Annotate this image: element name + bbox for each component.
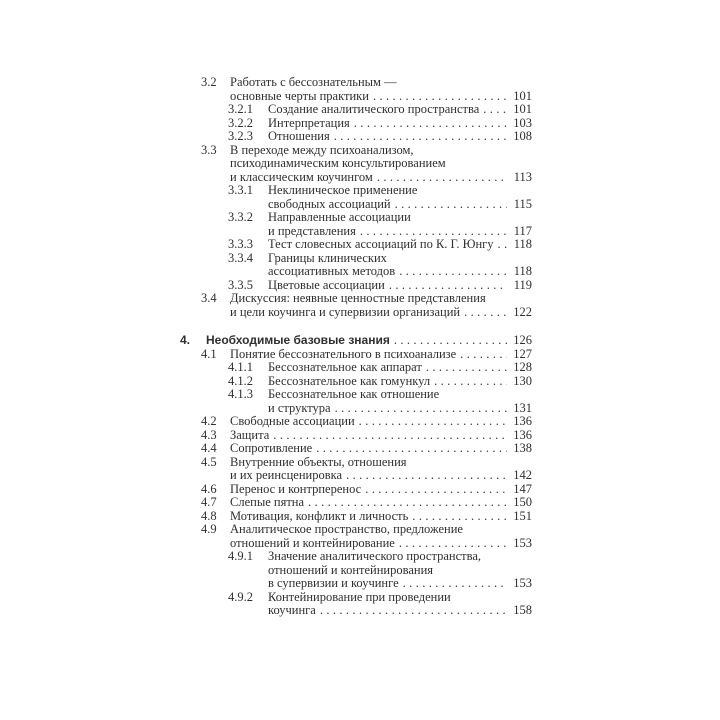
- dot-leader: [498, 238, 507, 252]
- entry-title: Создание аналитического пространства: [268, 102, 480, 116]
- entry-number: 3.3.2: [228, 210, 253, 224]
- dot-leader: [464, 306, 507, 320]
- entry-title: Мотивация, конфликт и личность: [230, 508, 409, 523]
- entry-title: Свободные ассоциации: [230, 414, 355, 428]
- entry-title: отношений и контейнирование: [230, 535, 395, 550]
- entry-title: Отношения: [268, 129, 330, 143]
- toc-line: [180, 550, 532, 564]
- toc-entry: [180, 252, 532, 279]
- entry-number: 3.2.1: [228, 102, 253, 116]
- dot-leader: [346, 469, 507, 483]
- toc-line: [180, 483, 532, 497]
- toc-line: [180, 198, 532, 212]
- entry-title: Бессознательное как гомункул: [268, 373, 431, 388]
- page-number: 118: [513, 237, 532, 251]
- toc-line: [180, 510, 532, 524]
- dot-leader: [320, 604, 507, 618]
- toc-entry: [180, 523, 532, 550]
- toc-line: [180, 402, 532, 416]
- entry-number: 3.3.3: [228, 237, 253, 251]
- dot-leader: [365, 483, 507, 497]
- entry-title: коучинга: [268, 603, 316, 617]
- toc-line: [180, 265, 532, 279]
- toc-entry: [180, 550, 532, 591]
- entry-title: отношений и контейнирования: [268, 562, 434, 577]
- dot-leader: [359, 415, 507, 429]
- page-number: 126: [513, 333, 532, 347]
- dot-leader: [395, 198, 507, 212]
- page-number: 101: [513, 102, 532, 116]
- toc-line: [180, 252, 532, 266]
- entry-number: 4.3: [201, 427, 217, 442]
- toc-entry: [180, 361, 532, 375]
- dot-leader: [434, 375, 507, 389]
- dot-leader: [399, 537, 507, 551]
- toc-entry: [180, 279, 532, 293]
- entry-title: Работать с бессознательным —: [230, 75, 397, 89]
- entry-title: Значение аналитического пространства,: [268, 549, 482, 563]
- entry-title: Перенос и контрперенос: [230, 481, 362, 496]
- entry-number: 4.1.3: [228, 387, 253, 401]
- page-number: 101: [513, 88, 532, 103]
- toc-entry: [180, 292, 532, 319]
- entry-number: 3.4: [201, 291, 217, 305]
- toc-entry: [180, 130, 532, 144]
- toc-line: [180, 238, 532, 252]
- toc-entry: [180, 348, 532, 362]
- toc-line: [180, 306, 532, 320]
- toc-line: [180, 361, 532, 375]
- entry-title: Направленные ассоциации: [268, 210, 411, 224]
- toc-entry: [180, 415, 532, 429]
- entry-title: основные черты практики: [230, 88, 369, 103]
- entry-title: в супервизии и коучинге: [268, 576, 399, 590]
- dot-leader: [335, 402, 507, 416]
- toc-line: [180, 348, 532, 362]
- table-of-contents: [180, 76, 532, 618]
- toc-line: [180, 591, 532, 605]
- entry-number: 3.2: [201, 75, 217, 89]
- toc-entry: [180, 591, 532, 618]
- page-number: 153: [513, 535, 532, 550]
- entry-number: 4.2: [201, 414, 217, 428]
- toc-entry: [180, 496, 532, 510]
- page-number: 103: [513, 115, 532, 130]
- page-number: 113: [513, 169, 532, 184]
- dot-leader: [460, 348, 507, 362]
- page-number: 150: [513, 495, 532, 509]
- toc-line: [180, 537, 532, 551]
- page-number: 136: [513, 414, 532, 428]
- entry-title: Аналитическое пространство, предложение: [230, 522, 463, 536]
- entry-title: Тест словесных ассоциаций по К. Г. Юнгу: [268, 237, 494, 251]
- dot-leader: [373, 90, 507, 104]
- entry-title: Контейнирование при проведении: [268, 589, 451, 604]
- toc-line: [180, 564, 532, 578]
- toc-line: [180, 103, 532, 117]
- dot-leader: [377, 171, 507, 185]
- toc-line: [180, 211, 532, 225]
- entry-title: Сопротивление: [230, 441, 313, 455]
- entry-number: 4.1: [201, 346, 217, 361]
- entry-number: 3.3.1: [228, 183, 253, 197]
- dot-leader: [394, 334, 507, 348]
- toc-entry: [180, 510, 532, 524]
- toc-line: [180, 279, 532, 293]
- entry-number: 4.6: [201, 481, 217, 496]
- entry-title: Внутренние объекты, отношения: [230, 454, 407, 469]
- dot-leader: [360, 225, 507, 239]
- toc-entry: [180, 429, 532, 443]
- page-number: 151: [513, 508, 532, 523]
- toc-line: [180, 523, 532, 537]
- dot-leader: [273, 429, 507, 443]
- dot-leader: [403, 577, 507, 591]
- page-number: 117: [513, 223, 532, 238]
- entry-number: 4.5: [201, 454, 217, 469]
- entry-number: 4.1.1: [228, 360, 253, 374]
- entry-number: 4.: [180, 333, 191, 347]
- entry-title: Границы клинических: [268, 250, 387, 265]
- toc-entry: [180, 456, 532, 483]
- entry-number: 4.4: [201, 441, 217, 455]
- entry-title: Интерпретация: [268, 115, 350, 130]
- entry-number: 3.3.4: [228, 250, 253, 265]
- page-number: 127: [513, 346, 532, 361]
- dot-leader: [308, 496, 507, 510]
- dot-leader: [389, 279, 507, 293]
- toc-line: [180, 171, 532, 185]
- toc-entry: [180, 144, 532, 185]
- entry-number: 4.8: [201, 508, 217, 523]
- entry-title: психодинамическим консультированием: [230, 156, 446, 170]
- toc-entry: [180, 442, 532, 456]
- toc-entry: [180, 388, 532, 415]
- toc-line: [180, 334, 532, 348]
- toc-entry: [180, 76, 532, 103]
- page-number: 122: [513, 304, 532, 319]
- toc-entry: [180, 103, 532, 117]
- entry-number: 3.3.5: [228, 277, 253, 292]
- entry-number: 4.9.1: [228, 549, 253, 563]
- page-number: 128: [513, 360, 532, 374]
- toc-entry: [180, 375, 532, 389]
- page-number: 119: [513, 277, 532, 292]
- toc-line: [180, 415, 532, 429]
- dot-leader: [483, 103, 507, 117]
- entry-title: Слепые пятна: [230, 495, 305, 509]
- toc-entry: [180, 238, 532, 252]
- toc-line: [180, 117, 532, 131]
- page-number: 147: [513, 481, 532, 496]
- entry-number: 4.9: [201, 522, 217, 536]
- entry-title: свободных ассоциаций: [268, 196, 391, 211]
- toc-line: [180, 375, 532, 389]
- page-number: 142: [513, 468, 532, 482]
- toc-line: [180, 292, 532, 306]
- dot-leader: [334, 130, 507, 144]
- entry-title: Понятие бессознательного в психоанализе: [230, 346, 457, 361]
- toc-line: [180, 184, 532, 198]
- entry-title: Неклиническое применение: [268, 183, 418, 197]
- toc-line: [180, 157, 532, 171]
- dot-leader: [399, 265, 507, 279]
- entry-title: и классическим коучингом: [230, 169, 373, 184]
- page-number: 131: [513, 400, 532, 415]
- toc-line: [180, 469, 532, 483]
- toc-line: [180, 388, 532, 402]
- toc-line: [180, 496, 532, 510]
- entry-number: 3.2.2: [228, 115, 253, 130]
- entry-title: и представления: [268, 223, 356, 238]
- toc-entry: [180, 117, 532, 131]
- entry-number: 4.9.2: [228, 589, 253, 604]
- toc-entry: [180, 211, 532, 238]
- toc-entry: [180, 483, 532, 497]
- entry-number: 4.7: [201, 495, 217, 509]
- page-number: 130: [513, 373, 532, 388]
- page-number: 115: [513, 196, 532, 211]
- dot-leader: [354, 117, 507, 131]
- entry-title: Дискуссия: неявные ценностные представления: [230, 291, 486, 305]
- entry-title: и цели коучинга и супервизии организаций: [230, 304, 461, 319]
- toc-line: [180, 90, 532, 104]
- toc-entry: [180, 184, 532, 211]
- toc-line: [180, 604, 532, 618]
- page-number: 153: [513, 576, 532, 590]
- toc-line: [180, 225, 532, 239]
- toc-line: [180, 442, 532, 456]
- dot-leader: [412, 510, 507, 524]
- entry-title: и их реинсценировка: [230, 468, 343, 482]
- entry-title: В переходе между психоанализом,: [230, 142, 414, 157]
- toc-entry: [180, 334, 532, 348]
- dot-leader: [426, 361, 507, 375]
- page-number: 108: [513, 129, 532, 143]
- entry-title: и структура: [268, 400, 331, 415]
- entry-title: Бессознательное как отношение: [268, 387, 440, 401]
- page-number: 158: [513, 603, 532, 617]
- toc-line: [180, 429, 532, 443]
- entry-title: Защита: [230, 427, 270, 442]
- toc-line: [180, 130, 532, 144]
- page-number: 118: [513, 264, 532, 278]
- toc-line: [180, 144, 532, 158]
- toc-line: [180, 577, 532, 591]
- entry-number: 3.3: [201, 142, 217, 157]
- toc-line: [180, 456, 532, 470]
- entry-title: Необходимые базовые знания: [206, 333, 390, 347]
- entry-title: ассоциативных методов: [268, 264, 396, 278]
- entry-number: 3.2.3: [228, 129, 253, 143]
- entry-title: Бессознательное как аппарат: [268, 360, 422, 374]
- toc-line: [180, 76, 532, 90]
- page-number: 136: [513, 427, 532, 442]
- page-number: 138: [513, 441, 532, 455]
- dot-leader: [316, 442, 507, 456]
- entry-title: Цветовые ассоциации: [268, 277, 385, 292]
- entry-number: 4.1.2: [228, 373, 253, 388]
